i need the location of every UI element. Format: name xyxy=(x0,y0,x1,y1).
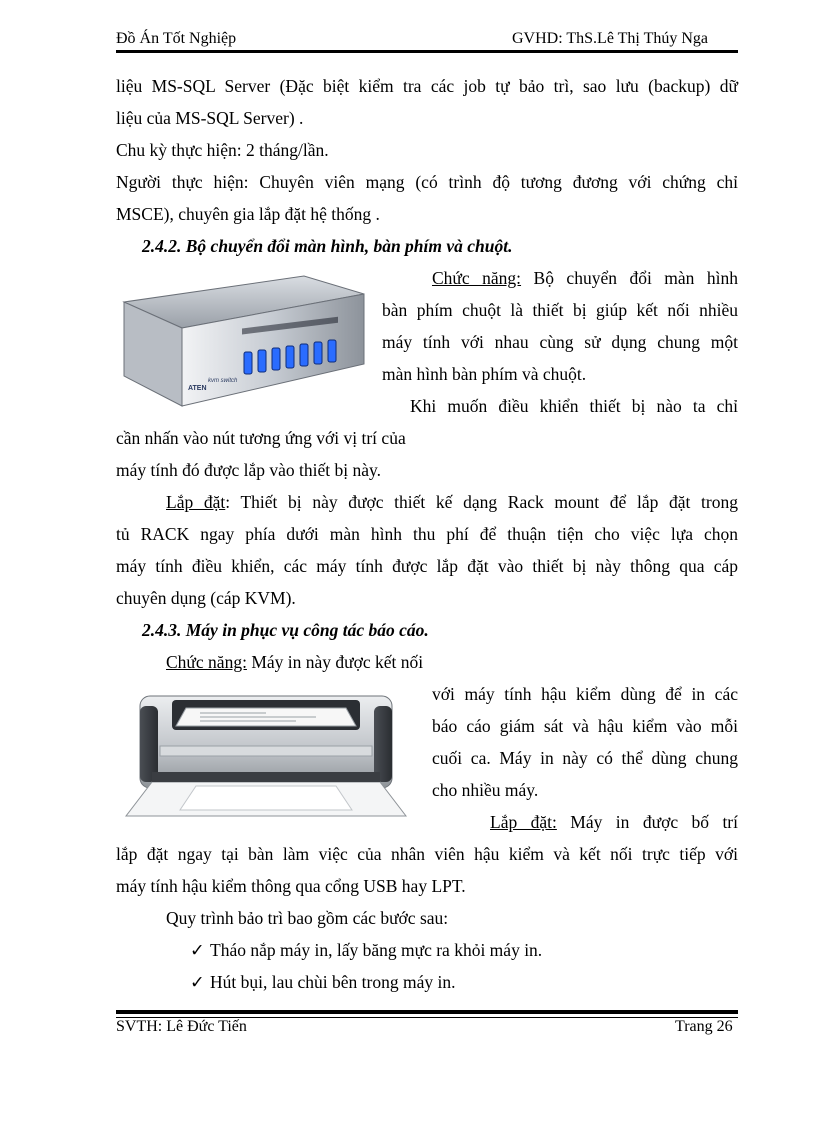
printer-function-line: báo cáo giám sát và hậu kiểm vào mỗi xyxy=(432,716,738,736)
printer-function-line: với máy tính hậu kiểm dùng để in các xyxy=(432,684,738,704)
paragraph-line: liệu MS-SQL Server (Đặc biệt kiểm tra các job tự bảo trì, sao lưu (backup) dữ xyxy=(116,76,738,96)
kvm-function-line: bàn phím chuột là thiết bị giúp kết nối nhiều xyxy=(382,300,738,320)
checkmark-icon: ✓ xyxy=(190,972,205,992)
kvm-label-text: kvm switch xyxy=(208,378,238,384)
kvm-install-line: tủ RACK ngay phía dưới màn hình thu phí để thuận tiện cho việc lựa chọn xyxy=(116,524,738,544)
performer-line: MSCE), chuyên gia lắp đặt hệ thống . xyxy=(116,204,380,224)
cycle-line: Chu kỳ thực hiện: 2 tháng/lần. xyxy=(116,140,329,160)
paragraph-line: liệu của MS-SQL Server) . xyxy=(116,108,304,128)
kvm-install-line: máy tính điều khiển, các máy tính được lắp đặt vào thiết bị này thông qua cáp xyxy=(116,556,738,576)
function-label: Chức năng: xyxy=(432,268,522,288)
kvm-usage-line: máy tính đó được lắp vào thiết bị này. xyxy=(116,460,381,480)
kvm-install-line: chuyên dụng (cáp KVM). xyxy=(116,588,296,608)
page-number: Trang 26 xyxy=(675,1018,733,1035)
kvm-function-line: máy tính với nhau cùng sử dụng chung một xyxy=(382,332,738,352)
footer-rule-thick xyxy=(116,1010,738,1014)
performer-line: Người thực hiện: Chuyên viên mạng (có trình độ tương đương với chứng chỉ xyxy=(116,172,738,192)
kvm-switch-image xyxy=(116,272,370,410)
function-label: Chức năng: xyxy=(166,652,247,672)
printer-install-line: lắp đặt ngay tại bàn làm việc của nhân viên hậu kiểm và kết nối trực tiếp với xyxy=(116,844,738,864)
kvm-function-line: màn hình bàn phím và chuột. xyxy=(382,364,587,384)
kvm-usage-line: Khi muốn điều khiển thiết bị nào ta chỉ xyxy=(410,396,738,416)
process-intro: Quy trình bảo trì bao gồm các bước sau: xyxy=(166,908,449,928)
printer-install-line: Lắp đặt: Máy in được bố trí xyxy=(490,812,738,832)
install-label: Lắp đặt xyxy=(166,492,226,512)
footer-left: SVTH: Lê Đức Tiến xyxy=(116,1018,247,1035)
section-heading-2-4-3: 2.4.3. Máy in phục vụ công tác báo cáo. xyxy=(142,620,429,640)
kvm-install-line: Lắp đặt: Thiết bị này được thiết kế dạng Rack mount để lắp đặt trong xyxy=(166,492,738,512)
kvm-usage-line: cần nhấn vào nút tương ứng với vị trí của xyxy=(116,428,406,448)
kvm-brand-text: ATEN xyxy=(188,385,207,392)
kvm-function-line: Chức năng: Bộ chuyển đổi màn hình xyxy=(432,268,739,288)
printer-function-line: Chức năng: Máy in này được kết nối xyxy=(166,652,424,672)
checkmark-icon: ✓ xyxy=(190,940,205,960)
printer-image xyxy=(116,686,422,822)
printer-function-line: cho nhiều máy. xyxy=(432,780,539,800)
header-rule xyxy=(116,50,738,53)
list-item: ✓ Hút bụi, lau chùi bên trong máy in. xyxy=(190,966,455,998)
header-right: GVHD: ThS.Lê Thị Thúy Nga xyxy=(512,30,708,47)
install-label: Lắp đặt: xyxy=(490,812,557,832)
list-item: ✓ Tháo nắp máy in, lấy băng mực ra khỏi máy in. xyxy=(190,934,542,966)
printer-function-line: cuối ca. Máy in này có thể dùng chung xyxy=(432,748,738,768)
section-heading-2-4-2: 2.4.2. Bộ chuyển đổi màn hình, bàn phím và chuột. xyxy=(142,236,513,256)
header-left: Đồ Án Tốt Nghiệp xyxy=(116,30,237,47)
printer-install-line: máy tính hậu kiểm thông qua cổng USB hay LPT. xyxy=(116,876,466,896)
